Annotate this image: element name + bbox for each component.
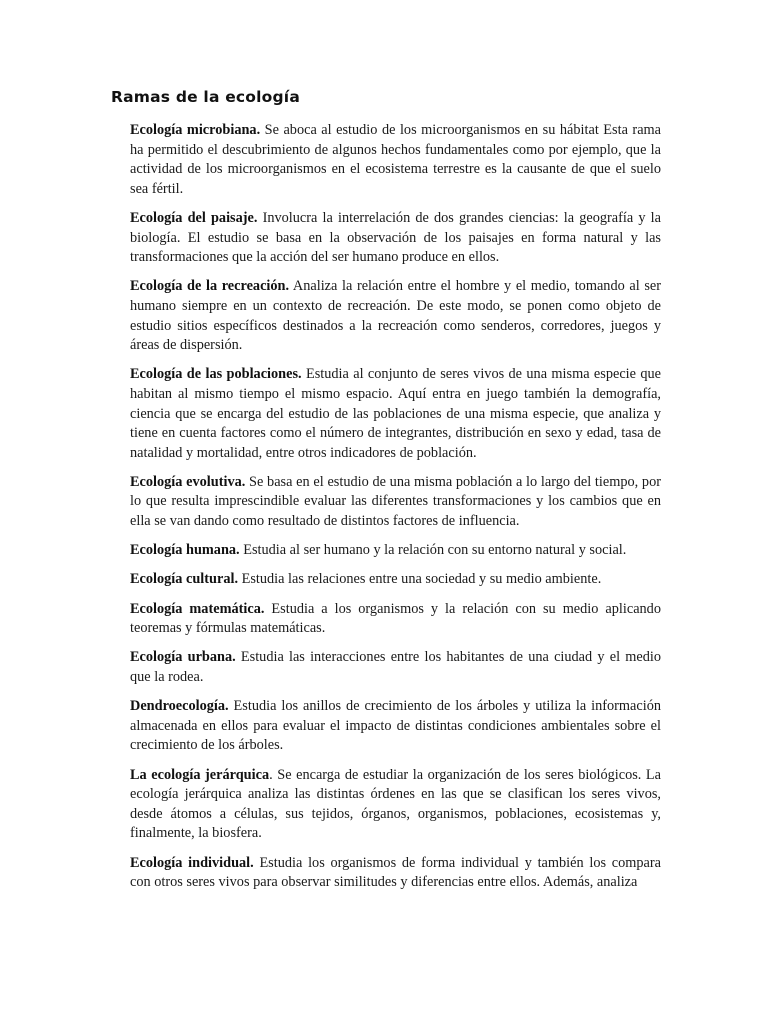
paragraph-term: Ecología matemática. (130, 600, 265, 617)
paragraph-ecologia-urbana (130, 648, 661, 687)
paragraph-ecologia-microbiana (130, 121, 661, 199)
paragraph-ecologia-individual (130, 854, 661, 893)
paragraph-text: Estudia las relaciones entre una sociedad y su medio ambiente. (238, 571, 602, 588)
paragraph-ecologia-jerarquica (130, 766, 661, 844)
paragraph-text: Involucra la interrelación de dos grandes ciencias: la geografía y la biología. El estudio se basa en la observación de los paisajes en forma natural y las transformaciones que la acción del ser humano produce en ellos. (130, 209, 661, 266)
paragraph-term: La ecología jerárquica (130, 766, 270, 783)
paragraph-term: Ecología evolutiva. (130, 473, 246, 490)
paragraph-term: Ecología microbiana. (130, 122, 261, 138)
paragraph-text: Estudia al ser humano y la relación con su entorno natural y social. (239, 542, 627, 559)
paragraph-text: Estudia a los organismos y la relación con su medio aplicando teoremas y fórmulas matemáticas. (130, 600, 661, 637)
paragraph-text: Estudia las interacciones entre los habitantes de una ciudad y el medio que la rodea. (130, 649, 661, 685)
paragraph-ecologia-humana (130, 541, 661, 561)
paragraph-term: Ecología del paisaje. (130, 209, 258, 226)
paragraph-term: Ecología de las poblaciones. (130, 366, 302, 383)
paragraph-text: Analiza la relación entre el hombre y el medio, tomando al ser humano siempre en un contexto de recreación. De este modo, se ponen como objeto de estudio sitios específicos destinados a la recreación como senderos, corredores, juegos y áreas de dispersión. (130, 278, 661, 354)
paragraph-text: . Se encarga de estudiar la organización de los seres biológicos. La ecología jerárquica analiza las distintas órdenes en las que se clasifican los seres vivos, desde átomos a células, sus tejidos, órganos, organismos, poblaciones, ecosistemas y, finalmente, la biosfera. (130, 766, 661, 842)
paragraph-text: Estudia los anillos de crecimiento de los árboles y utiliza la información almacenada en ellos para evaluar el impacto de distintas condiciones ambientales sobre el crecimiento de los árboles. (130, 698, 661, 754)
document-title: Ramas de la ecología (111, 88, 300, 106)
paragraph-term: Ecología humana. (130, 542, 240, 559)
paragraph-ecologia-matematica (130, 600, 661, 639)
paragraph-ecologia-evolutiva (130, 473, 661, 532)
paragraph-text: Estudia al conjunto de seres vivos de una misma especie que habitan al mismo tiempo el mismo espacio. Aquí entra en juego también la demografía, ciencia que se encarga del estudio de las poblaciones de una misma especie, que analiza y tiene en cuenta factores como el número de integrantes, distribución en sexo y edad, tasa de natalidad y mortalidad, entre otros indicadores de población. (130, 366, 661, 461)
paragraph-term: Ecología de la recreación. (130, 278, 290, 295)
paragraph-ecologia-cultural (130, 570, 661, 590)
paragraph-text: Estudia los organismos de forma individual y también los compara con otros seres vivos para observar similitudes y diferencias entre ellos. Además, analiza (130, 854, 661, 891)
paragraph-ecologia-del-paisaje (130, 209, 661, 268)
paragraph-term: Ecología individual. (130, 854, 254, 871)
paragraph-ecologia-de-la-recreacion (130, 277, 661, 355)
paragraph-term: Ecología urbana. (130, 649, 236, 666)
paragraph-text: Se aboca al estudio de los microorganismos en su hábitat Esta rama ha permitido el descubrimiento de algunos hechos fundamentales como por ejemplo, que la actividad de los microorganismos en el ecosistema terrestre es la causante de que el suelo sea fértil. (130, 122, 662, 197)
paragraph-term: Ecología cultural. (130, 571, 239, 588)
paragraph-dendroecologia (130, 697, 661, 756)
paragraph-term: Dendroecología. (130, 698, 229, 715)
paragraph-text: Se basa en el estudio de una misma población a lo largo del tiempo, por lo que resulta imprescindible evaluar las diferentes transformaciones y los cambios que en ella se van dando como resultado de distintos factores de influencia. (130, 473, 661, 530)
paragraph-ecologia-de-las-poblaciones (130, 365, 661, 463)
document-body (130, 121, 661, 902)
